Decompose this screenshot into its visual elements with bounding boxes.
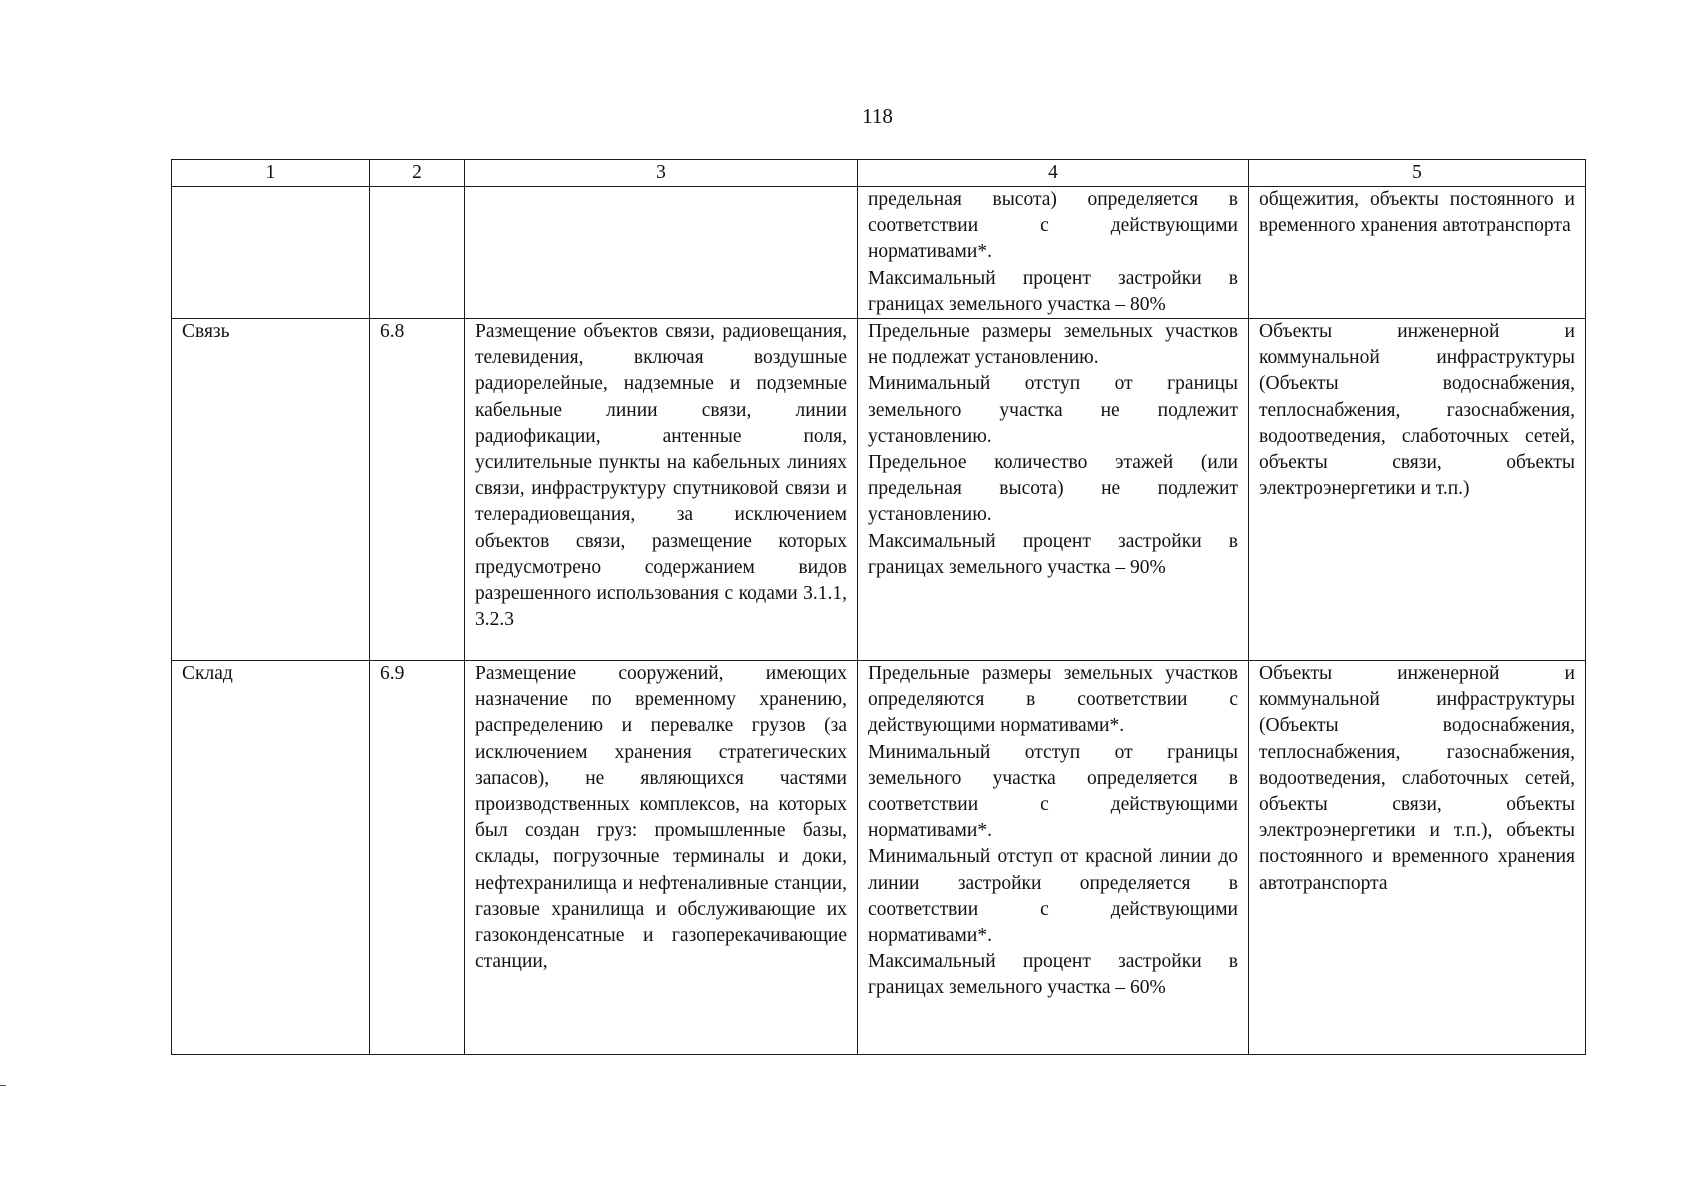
table-row [172, 661, 1586, 1055]
header-row [172, 160, 1586, 187]
page-number: 118 [862, 104, 893, 128]
header-col-3: 3 [465, 160, 858, 187]
use-code-cell: 6.8 [370, 319, 465, 661]
use-description-cell [465, 187, 858, 319]
table-row [172, 187, 1586, 319]
use-description-cell: Размещение объектов связи, радиовещания, телевидения, включая воздушные радиорелейные, надземные и подземные кабельные линии связи, линии радиофикации, антенные поля, усилительные пункты на кабельных линиях связи, инфраструктуру спутниковой связи и телерадиовещания, за исключением объектов связи, размещение которых предусмотрено содержанием видов разрешенного использования с кодами 3.1.1, 3.2.3 [465, 319, 858, 661]
use-name-cell [172, 187, 370, 319]
objects-cell: Объекты инженерной и коммунальной инфраструктуры (Объекты водоснабжения, теплоснабжения, газоснабжения, водоотведения, слаботочных сетей, объекты связи, объекты электроэнергетики и т.п.), объекты постоянного и временного хранения автотранспорта [1249, 661, 1586, 1055]
parameters-cell: Предельные размеры земельных участков определяются в соответствии с действующими нормативами*. Минимальный отступ от границы земельного участка определяется в соответствии с действующими нормативами*. Минимальный отступ от красной линии до линии застройки определяется в соответствии с действующими нормативами*. Максимальный процент застройки в границах земельного участка – 60% [858, 661, 1249, 1055]
header-col-1: 1 [172, 160, 370, 187]
use-description-cell: Размещение сооружений, имеющих назначение по временному хранению, распределению и перевалке грузов (за исключением хранения стратегических запасов), не являющихся частями производственных комплексов, на которых был создан груз: промышленные базы, склады, погрузочные терминалы и доки, нефтехранилища и нефтеналивные станции, газовые хранилища и обслуживающие их газоконденсатные и газоперекачивающие станции, [465, 661, 858, 1055]
use-code-cell [370, 187, 465, 319]
use-code-cell: 6.9 [370, 661, 465, 1055]
margin-mark [0, 1085, 6, 1086]
use-name-cell: Склад [172, 661, 370, 1055]
zoning-table [171, 159, 1586, 1055]
table-row [172, 319, 1586, 661]
use-name-cell: Связь [172, 319, 370, 661]
parameters-cell: Предельные размеры земельных участков не подлежат установлению. Минимальный отступ от границы земельного участка не подлежит установлению. Предельное количество этажей (или предельная высота) не подлежит установлению. Максимальный процент застройки в границах земельного участка – 90% [858, 319, 1249, 661]
objects-cell: общежития, объекты постоянного и временного хранения автотранспорта [1249, 187, 1586, 319]
header-col-5: 5 [1249, 160, 1586, 187]
objects-cell: Объекты инженерной и коммунальной инфраструктуры (Объекты водоснабжения, теплоснабжения, газоснабжения, водоотведения, слаботочных сетей, объекты связи, объекты электроэнергетики и т.п.) [1249, 319, 1586, 661]
parameters-cell: предельная высота) определяется в соответствии с действующими нормативами*. Максимальный процент застройки в границах земельного участка – 80% [858, 187, 1249, 319]
header-col-2: 2 [370, 160, 465, 187]
header-col-4: 4 [858, 160, 1249, 187]
